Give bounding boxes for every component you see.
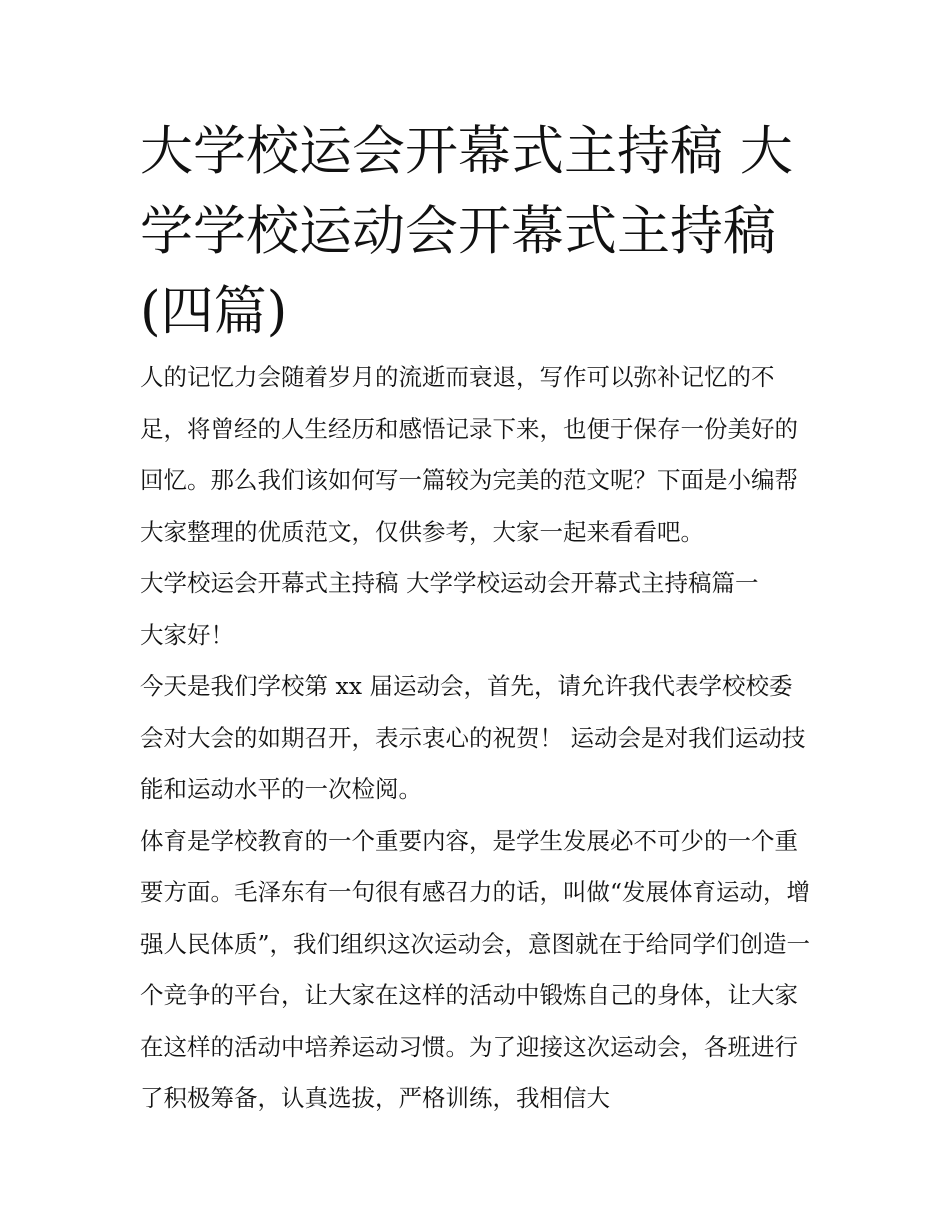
paragraph-intro: 人的记忆力会随着岁月的流逝而衰退，写作可以弥补记忆的不足，将曾经的人生经历和感悟记录下来，也便于保存一份美好的回忆。那么我们该如何写一篇较为完美的范文呢？下面是小编帮大家整理的优质范文，仅供参考，大家一起来看看吧。 <box>140 363 798 546</box>
paragraph-sports-education: 体育是学校教育的一个重要内容，是学生发展必不可少的一个重要方面。毛泽东有一句很有感召力的话，叫做“发展体育运动，增强人民体质”，我们组织这次运动会，意图就在于给同学们创造一个竞争的平台，让大家在这样的活动中锻炼自己的身体，让大家在这样的活动中培养运动习惯。为了迎接这次运动会，各班进行了积极筹备，认真选拔，严格训练，我相信大 <box>140 826 811 1112</box>
document-body <box>140 352 812 1125</box>
paragraph-opening: 今天是我们学校第 xx 届运动会，首先，请允许我代表学校校委会对大会的如期召开，表示衷心的祝贺！ 运动会是对我们运动技能和运动水平的一次检阅。 <box>140 672 806 803</box>
document-title: 大学校运会开幕式主持稿 大学学校运动会开幕式主持稿(四篇) <box>140 121 793 342</box>
paragraph-section-heading: 大学校运会开幕式主持稿 大学学校运动会开幕式主持稿篇一 <box>140 569 759 597</box>
paragraph-greeting: 大家好！ <box>140 620 234 649</box>
